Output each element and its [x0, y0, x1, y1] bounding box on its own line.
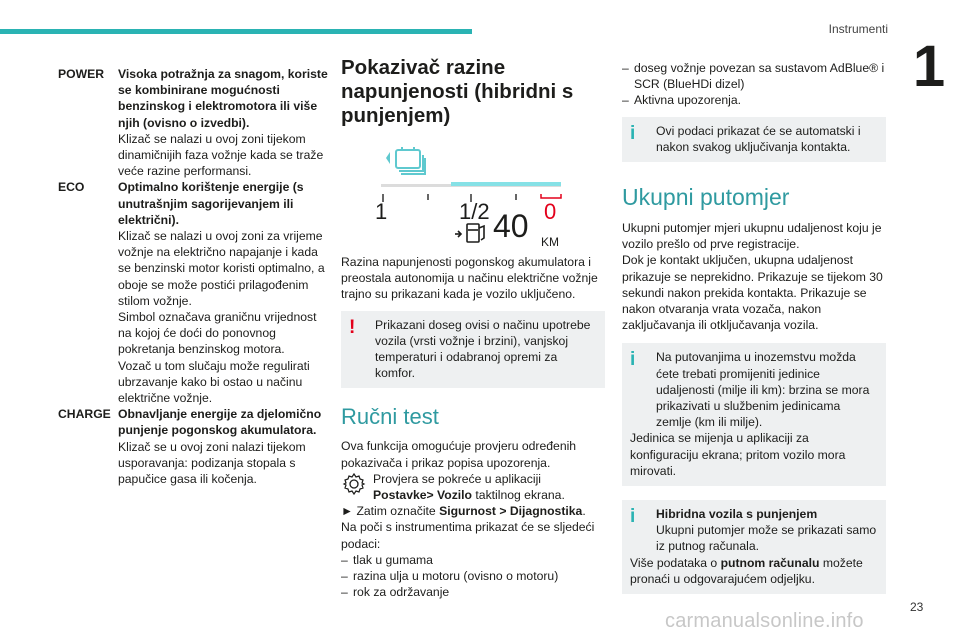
manual-test-intro: Ova funkcija omogućuje provjeru određenih pokazivača i prikaz popisa upozorenja. [341, 439, 577, 470]
odometer-heading: Ukupni putomjer [622, 184, 790, 211]
section-title: Instrumenti [828, 22, 888, 36]
info-text-a: Više podataka o [630, 555, 721, 570]
warning-text: Prikazani doseg ovisi o načinu upotrebe vozila (vrsti vožnje i brzini), vanjskoj temperaturi i odabranoj opremi za komfor. [375, 317, 591, 381]
info-icon: i [630, 349, 636, 371]
select-instruction-a: ► Zatim označite [341, 504, 440, 519]
mode-charge [58, 406, 328, 487]
manual-test-instruction [341, 471, 605, 503]
odometer-p1: Ukupni putomjer mjeri ukupnu udaljenost koju je vozilo prešlo od prve registracije. [622, 221, 882, 252]
instruction-text-a: Provjera se pokreće u aplikaciji [373, 471, 541, 486]
mode-body: Klizač se nalazi u ovoj zoni tijekom dinamičnijih faza vožnje kada se traže veće razine performansi. [118, 131, 324, 179]
fuel-pump-icon [455, 224, 484, 242]
info-icon: i [630, 122, 636, 144]
display-info-intro: Na poči s instrumentima prikazat će se sljedeći podaci: [341, 520, 595, 551]
list-item-text: razina ulja u motoru (ovisno o motoru) [353, 569, 559, 584]
info-text-c: možete pronaći u odgovarajućem odjeljku. [630, 555, 863, 586]
info-note [622, 343, 886, 486]
trip-computer-link-text: putnom računalu [720, 555, 820, 570]
list-item-text: Aktivna upozorenja. [634, 93, 742, 108]
page-number: 23 [910, 600, 924, 614]
gauge-graphic [341, 138, 605, 250]
list-item: – tlak u gumama [341, 552, 433, 567]
info-icon: i [630, 506, 636, 528]
list-item: – doseg vožnje povezan sa sustavom AdBlue® i SCR (BlueHDi dizel) [622, 61, 885, 92]
column-odometer [622, 60, 886, 594]
mode-key: ECO [58, 180, 85, 195]
range-value: 40 [493, 208, 529, 244]
info-text: Na putovanjima u inozemstvu možda ćete trebati promijeniti jedinice udaljenosti (milje ili km): brzina se mora prikazivati u službenim jedinicama zemlje (km ili milje). [656, 350, 870, 430]
warning-exclamation-icon: ! [349, 316, 356, 338]
mode-title: Visoka potražnja za snagom, koriste se kombinirane mogućnosti benzinskog i elektromotora ili više njih (ovisno o izvedbi). [118, 67, 328, 130]
info-note-hybrid [622, 500, 886, 594]
gauge-label-empty: 0 [544, 199, 557, 224]
gauge-label-full: 1 [375, 199, 388, 224]
warning-note [341, 311, 605, 389]
list-item-text: tlak u gumama [353, 552, 433, 567]
mode-key: CHARGE [58, 407, 111, 422]
list-item-text: doseg vožnje povezan sa sustavom AdBlue® i SCR (BlueHDi dizel) [634, 61, 885, 92]
charge-indicator-description: Razina napunjenosti pogonskog akumulatora i preostala autonomija u načinu električne vožnje trajno su prikazani kada je vozilo uključeno. [341, 255, 598, 302]
list-item: – rok za održavanje [341, 585, 450, 600]
charge-indicator-heading: Pokazivač razine napunjenosti (hibridni s punjenjem) [341, 56, 574, 127]
mode-title: Optimalno korištenje energije (s unutrašnjim sagorijevanjem ili električni). [118, 180, 304, 227]
mode-body: Klizač se nalazi u ovoj zoni za vrijeme vožnje na električno napajanje i kada se benzinski motor koristi optimalno, a oboje se može postići prilagođenim stilom vožnje. Simbol označava graničnu vrijednost na kojoj će doći do ponovnog pokretanja benzinskog motora. Vozač u tom slučaju može regulirati ubrzavanje kako bi ostao u načinu električne vožnje. [118, 229, 325, 406]
select-instruction-c: . [582, 504, 586, 519]
column-modes [58, 66, 328, 487]
instruction-text-c: taktilnog ekrana. [472, 488, 565, 503]
info-note [622, 117, 886, 162]
mode-eco [58, 179, 328, 406]
list-item: – razina ulja u motoru (ovisno o motoru) [341, 569, 559, 584]
mode-title: Obnavljanje energije za djelomično punjenje pogonskog akumulatora. [118, 407, 322, 438]
info-note-title: Hibridna vozila s punjenjem [656, 507, 818, 522]
range-unit: KM [541, 235, 559, 249]
instruction-menu-path: Postavke> Vozilo [373, 488, 473, 503]
column-charge-indicator [341, 56, 605, 600]
gauge-label-half: 1/2 [459, 199, 490, 224]
select-menu-path: Sigurnost > Dijagnostika [439, 504, 583, 519]
info-text: Jedinica se mijenja u aplikaciji za konfiguraciju ekrana; pritom vozilo mora mirovati. [630, 431, 846, 478]
manual-test-heading: Ručni test [341, 404, 439, 430]
settings-gear-icon [341, 471, 367, 497]
mode-body: Klizač se u ovoj zoni nalazi tijekom usporavanja: podizanja stopala s papučice gasa ili kočenja. [118, 439, 306, 487]
battery-charge-icon [386, 147, 425, 174]
odometer-p2: Dok je kontakt uključen, ukupna udaljenost prikazuje se neprekidno. Prikazuje se tijekom 30 sekundi nakon prekida kontakta. Prikazuje se nakon otvaranja vrata vozača, nakon zaključavanja ili otključavanja vozila. [622, 253, 883, 333]
list-item: – Aktivna upozorenja. [622, 93, 742, 108]
mode-power [58, 66, 328, 179]
list-item-text: rok za održavanje [353, 585, 450, 600]
info-text: Ovi podaci prikazat će se automatski i nakon svakog uključivanja kontakta. [656, 123, 861, 154]
info-text: Ukupni putomjer može se prikazati samo iz putnog računala. [656, 523, 877, 554]
battery-gauge-illustration [341, 138, 605, 250]
mode-key: POWER [58, 67, 105, 81]
header-accent-bar [0, 29, 472, 34]
chapter-number: 1 [912, 34, 946, 99]
watermark-url: carmanualsonline.info [665, 610, 864, 632]
